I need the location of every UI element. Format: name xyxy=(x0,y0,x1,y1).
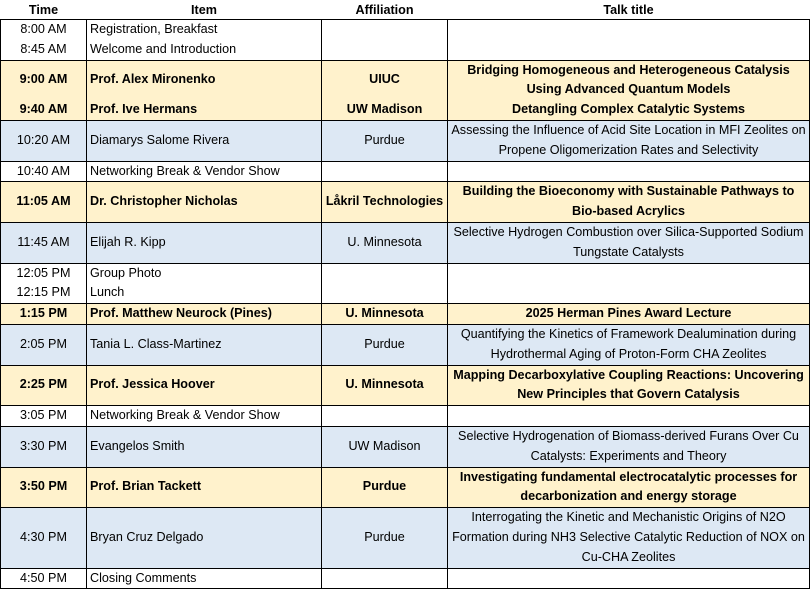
time-cell: 12:05 PM xyxy=(1,263,87,283)
item-cell: Prof. Alex Mironenko xyxy=(87,60,322,100)
affiliation-cell: U. Minnesota xyxy=(322,304,448,325)
talk-title-header: Talk title xyxy=(603,2,654,17)
table-row xyxy=(1,161,810,182)
item-cell: Tania L. Class-Martinez xyxy=(87,324,322,365)
table-row xyxy=(1,20,810,40)
time-cell: 1:15 PM xyxy=(1,304,87,325)
item-cell: Prof. Ive Hermans xyxy=(87,100,322,120)
table-row xyxy=(1,406,810,427)
affiliation-cell xyxy=(322,263,448,304)
affiliation-cell: U. Minnesota xyxy=(322,222,448,263)
time-cell: 11:45 AM xyxy=(1,222,87,263)
affiliation-cell xyxy=(322,20,448,61)
talk-title-cell: Investigating fundamental electrocatalytic processes for decarbonization and energy storage xyxy=(448,467,810,508)
affiliation-header: Affiliation xyxy=(355,2,414,17)
table-row xyxy=(1,222,810,263)
table-row xyxy=(1,467,810,508)
talk-title-cell: 2025 Herman Pines Award Lecture xyxy=(448,304,810,325)
time-cell: 9:00 AM xyxy=(1,60,87,100)
table-row xyxy=(1,324,810,365)
time-cell: 2:05 PM xyxy=(1,324,87,365)
table-row xyxy=(1,304,810,325)
affiliation-cell: UIUC xyxy=(322,60,448,100)
time-cell: 10:40 AM xyxy=(1,161,87,182)
table-row xyxy=(1,100,810,120)
time-cell: 4:50 PM xyxy=(1,568,87,589)
table-row xyxy=(1,568,810,589)
table-row xyxy=(1,60,810,100)
talk-title-cell: Quantifying the Kinetics of Framework Dealumination during Hydrothermal Aging of Proton-Form CHA Zeolites xyxy=(448,324,810,365)
time-cell: 11:05 AM xyxy=(1,182,87,223)
affiliation-cell: Purdue xyxy=(322,508,448,568)
talk-title-cell: Building the Bioeconomy with Sustainable Pathways to Bio-based Acrylics xyxy=(448,182,810,223)
time-cell: 8:00 AM xyxy=(1,20,87,40)
item-cell: Prof. Brian Tackett xyxy=(87,467,322,508)
time-header: Time xyxy=(28,2,59,17)
item-cell: Diamarys Salome Rivera xyxy=(87,120,322,161)
item-cell: Registration, Breakfast xyxy=(87,20,322,40)
affiliation-cell xyxy=(322,568,448,589)
time-cell: 2:25 PM xyxy=(1,365,87,406)
talk-title-cell xyxy=(448,406,810,427)
talk-title-cell xyxy=(448,20,810,61)
talk-title-cell xyxy=(448,263,810,304)
table-row xyxy=(1,263,810,283)
header-row xyxy=(1,0,810,20)
table-row xyxy=(1,508,810,568)
item-cell: Bryan Cruz Delgado xyxy=(87,508,322,568)
item-header: Item xyxy=(191,2,217,17)
time-cell: 9:40 AM xyxy=(1,100,87,120)
item-cell: Elijah R. Kipp xyxy=(87,222,322,263)
item-cell: Prof. Jessica Hoover xyxy=(87,365,322,406)
time-cell: 8:45 AM xyxy=(1,40,87,60)
time-cell: 12:15 PM xyxy=(1,283,87,303)
item-cell: Group Photo xyxy=(87,263,322,283)
table-row xyxy=(1,182,810,223)
talk-title-cell: Assessing the Influence of Acid Site Location in MFI Zeolites on Propene Oligomerization Rates and Selectivity xyxy=(448,120,810,161)
affiliation-cell: Låkril Technologies xyxy=(322,182,448,223)
talk-title-cell xyxy=(448,161,810,182)
time-cell: 4:30 PM xyxy=(1,508,87,568)
item-cell: Lunch xyxy=(87,283,322,303)
item-cell: Networking Break & Vendor Show xyxy=(87,406,322,427)
talk-title-cell xyxy=(448,568,810,589)
affiliation-cell xyxy=(322,161,448,182)
table-row xyxy=(1,120,810,161)
item-cell: Dr. Christopher Nicholas xyxy=(87,182,322,223)
talk-title-cell: Bridging Homogeneous and Heterogeneous Catalysis Using Advanced Quantum Models xyxy=(448,60,810,100)
item-cell: Networking Break & Vendor Show xyxy=(87,161,322,182)
item-cell: Prof. Matthew Neurock (Pines) xyxy=(87,304,322,325)
affiliation-cell: Purdue xyxy=(322,324,448,365)
table-row xyxy=(1,426,810,467)
affiliation-cell xyxy=(322,406,448,427)
time-cell: 10:20 AM xyxy=(1,120,87,161)
time-cell: 3:05 PM xyxy=(1,406,87,427)
table-row xyxy=(1,365,810,406)
time-cell: 3:30 PM xyxy=(1,426,87,467)
affiliation-cell: UW Madison xyxy=(322,100,448,120)
talk-title-cell: Selective Hydrogenation of Biomass-derived Furans Over Cu Catalysts: Experiments and Theory xyxy=(448,426,810,467)
talk-title-cell: Mapping Decarboxylative Coupling Reactions: Uncovering New Principles that Govern Catalysis xyxy=(448,365,810,406)
affiliation-cell: UW Madison xyxy=(322,426,448,467)
talk-title-cell: Interrogating the Kinetic and Mechanistic Origins of N2O Formation during NH3 Selective Catalytic Reduction of NOX on Cu-CHA Zeolites xyxy=(448,508,810,568)
time-cell: 3:50 PM xyxy=(1,467,87,508)
item-cell: Closing Comments xyxy=(87,568,322,589)
talk-title-cell: Detangling Complex Catalytic Systems xyxy=(448,100,810,120)
affiliation-cell: Purdue xyxy=(322,467,448,508)
affiliation-cell: U. Minnesota xyxy=(322,365,448,406)
talk-title-cell: Selective Hydrogen Combustion over Silica-Supported Sodium Tungstate Catalysts xyxy=(448,222,810,263)
affiliation-cell: Purdue xyxy=(322,120,448,161)
item-cell: Evangelos Smith xyxy=(87,426,322,467)
item-cell: Welcome and Introduction xyxy=(87,40,322,60)
